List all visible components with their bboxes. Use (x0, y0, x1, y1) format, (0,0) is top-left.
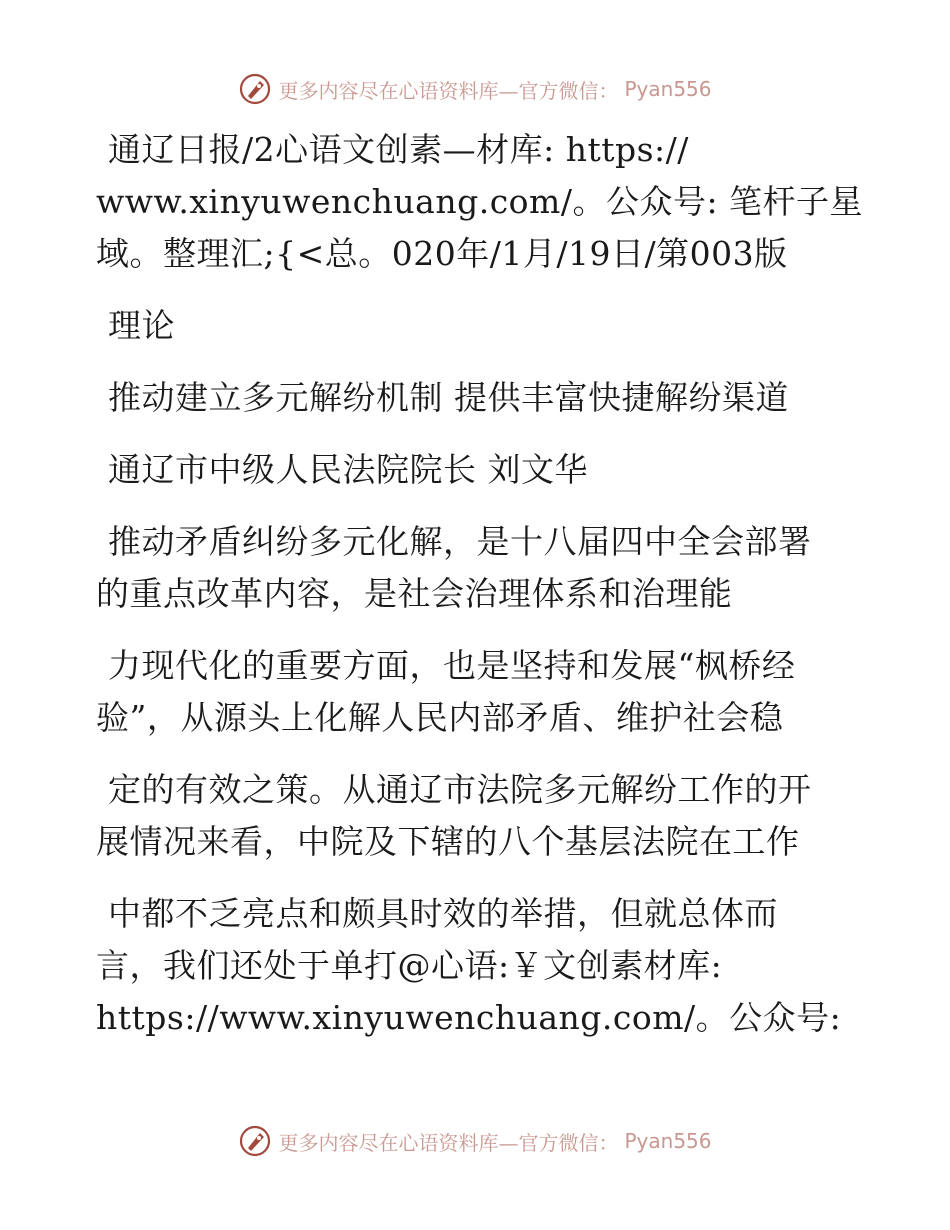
text-line: 力现代化的重要方面，也是坚持和发展“枫桥经 (108, 646, 796, 685)
text-line: 展情况来看，中院及下辖的八个基层法院在工作 (96, 822, 800, 861)
pen-nib-logo-icon (238, 1124, 272, 1158)
watermark-wechat-id: Pyan556 (624, 1129, 712, 1153)
watermark-banner-bottom (0, 1124, 950, 1158)
watermark-wechat-id: Pyan556 (624, 77, 712, 101)
text-line: 定的有效之策。从通辽市法院多元解纷工作的开 (108, 770, 812, 809)
watermark-text: 更多内容尽在心语资料库—官方微信： (278, 1130, 619, 1155)
text-line: 推动矛盾纠纷多元化解，是十八届四中全会部署 (108, 522, 812, 561)
section-heading: 理论 (108, 306, 175, 345)
watermark-text: 更多内容尽在心语资料库—官方微信： (278, 78, 619, 103)
document-body (96, 124, 864, 1044)
text-line: https://www.xinyuwenchuang.com/。公众号: (96, 998, 842, 1037)
text-line: 中都不乏亮点和颇具时效的举措，但就总体而 (108, 894, 778, 933)
watermark-banner-top (0, 72, 950, 106)
article-author: 通辽市中级人民法院院长 刘文华 (108, 450, 588, 489)
text-line: 域。整理汇;{<总。020年/1月/19日/第003版 (96, 234, 788, 273)
text-line: 言，我们还处于单打@心语:￥文创素材库: (96, 946, 723, 985)
text-line: 的重点改革内容，是社会治理体系和治理能 (96, 574, 733, 613)
text-line: www.xinyuwenchuang.com/。公众号: 笔杆子星 (96, 182, 864, 221)
pen-nib-logo-icon (238, 72, 272, 106)
article-title: 推动建立多元解纷机制 提供丰富快捷解纷渠道 (108, 378, 789, 417)
text-line: 验”，从源头上化解人民内部矛盾、维护社会稳 (96, 698, 784, 737)
text-line: 通辽日报/2心语文创素—材库: https:// (108, 130, 689, 169)
